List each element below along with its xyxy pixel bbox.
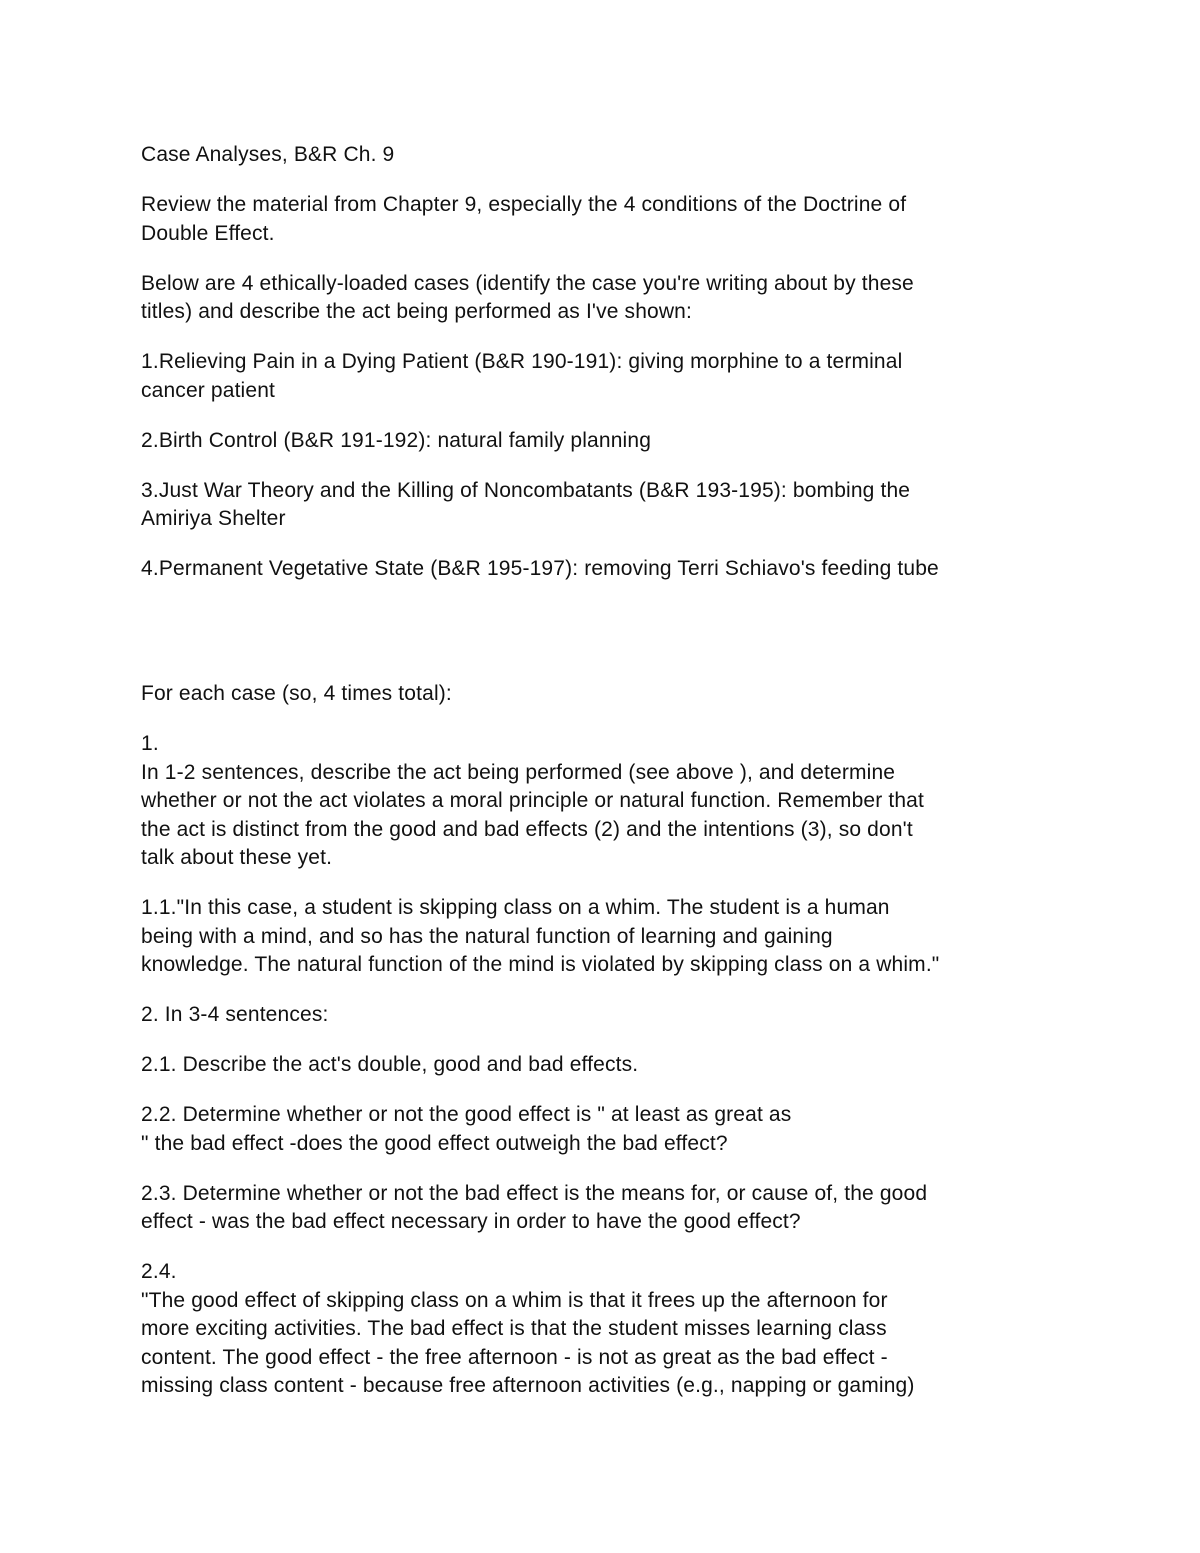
document-title: Case Analyses, B&R Ch. 9 bbox=[141, 143, 395, 166]
intro-paragraph: Review the material from Chapter 9, especially the 4 conditions of the Doctrine of Double Effect. bbox=[141, 193, 907, 245]
step-2-3-instructions: 2.3. Determine whether or not the bad effect is the means for, or cause of, the good effect - was the bad effect necessary in order to have the good effect? bbox=[141, 1181, 928, 1233]
step-1-1-example: 1.1."In this case, a student is skipping class on a whim. The student is a human being with a mind, and so has the natural function of learning and gaining knowledge. The natural function of the mind is violated by skipping class on a whim." bbox=[141, 896, 940, 976]
step-2-1-instructions: 2.1. Describe the act's double, good and bad effects. bbox=[141, 1053, 639, 1076]
step-1-instructions: 1. In 1-2 sentences, describe the act being performed (see above ), and determine whether or not the act violates a moral principle or natural function. Remember that the act is distinct from the good and bad effects (2) and the intentions (3), so don't talk about these yet. bbox=[141, 732, 924, 869]
case-item: 3.Just War Theory and the Killing of Noncombatants (B&R 193-195): bombing the Amiriya Shelter bbox=[141, 478, 911, 530]
step-2-2-instructions: 2.2. Determine whether or not the good effect is " at least as great as " the bad effect -does the good effect outweigh the bad effect? bbox=[141, 1103, 792, 1155]
step-2-heading: 2. In 3-4 sentences: bbox=[141, 1003, 329, 1026]
cases-intro-paragraph: Below are 4 ethically-loaded cases (identify the case you're writing about by these titles) and describe the act being performed as I've shown: bbox=[141, 271, 914, 323]
blank-space bbox=[141, 605, 1061, 680]
document-page bbox=[141, 141, 1061, 1422]
case-item: 4.Permanent Vegetative State (B&R 195-197): removing Terri Schiavo's feeding tube bbox=[141, 557, 939, 580]
for-each-heading: For each case (so, 4 times total): bbox=[141, 682, 452, 705]
case-item: 1.Relieving Pain in a Dying Patient (B&R 190-191): giving morphine to a terminal cancer patient bbox=[141, 350, 903, 402]
step-2-4-example: 2.4. "The good effect of skipping class on a whim is that it frees up the afternoon for more exciting activities. The bad effect is that the student misses learning class content. The good effect - the free afternoon - is not as great as the bad effect - missing class content - because free afternoon activities (e.g., napping or gaming) bbox=[141, 1260, 915, 1397]
case-item: 2.Birth Control (B&R 191-192): natural family planning bbox=[141, 428, 652, 452]
